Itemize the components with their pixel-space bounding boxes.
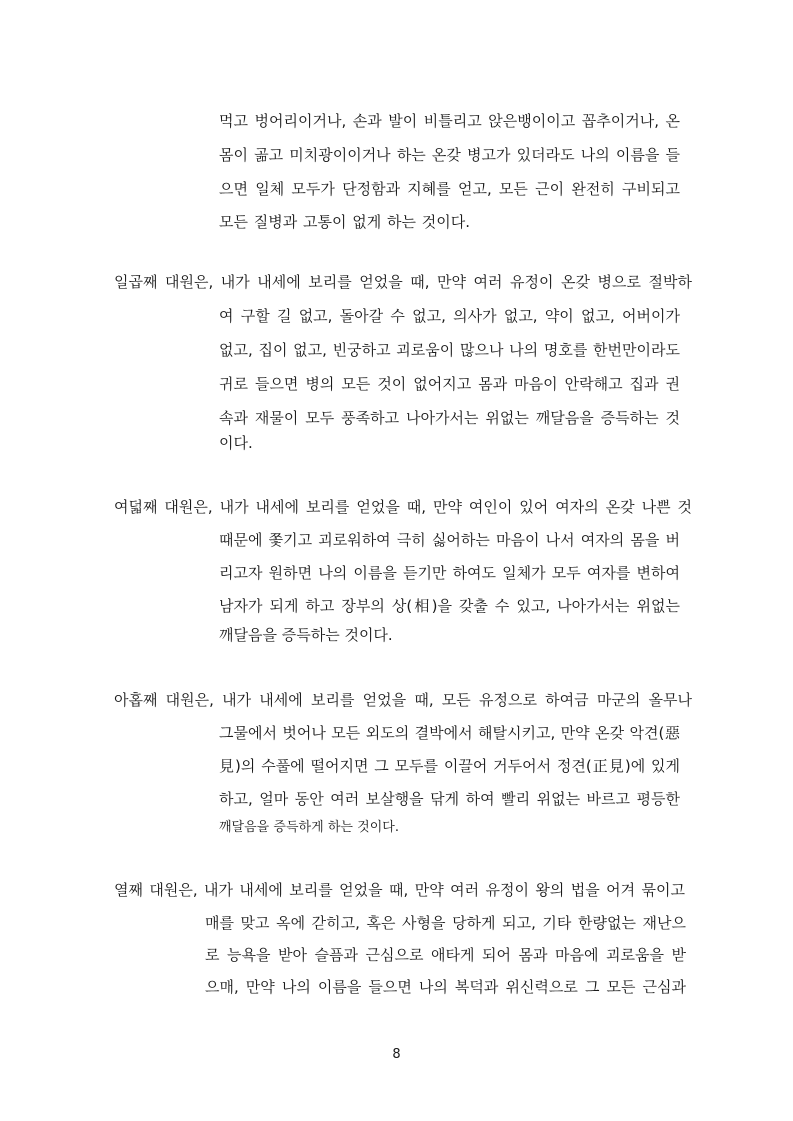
text-line: 속과 재물이 모두 풍족하고 나아가서는 위없는 깨달음을 증득하는 것 [219,409,680,427]
text-line: 여 구할 길 없고, 돌아갈 수 없고, 의사가 없고, 약이 없고, 어버이가 [219,307,680,325]
text-line: 이다. [219,434,253,452]
text-line: 귀로 들으면 병의 모든 것이 없어지고 몸과 마음이 안락해고 집과 권 [219,375,680,393]
text-line: 깨달음을 증득하게 하는 것이다. [219,820,399,835]
text-line: 으면 일체 모두가 단정함과 지혜를 얻고, 모든 근이 완전히 구비되고 [219,180,680,198]
text-line: 열째 대원은, 내가 내세에 보리를 얻었을 때, 만약 여러 유정이 왕의 법을 어겨 묶이고 [114,881,685,899]
text-line: 모든 질병과 고통이 없게 하는 것이다. [219,213,470,231]
text-line: 리고자 원하면 나의 이름을 듣기만 하여도 일체가 모두 여자를 변하여 [219,564,680,582]
text-line: 매를 맞고 옥에 갇히고, 혹은 사형을 당하게 되고, 기타 한량없는 재난으 [205,914,686,932]
text-line: 남자가 되게 하고 장부의 상(相)을 갖출 수 있고, 나아가서는 위없는 [219,597,680,615]
text-line: 그물에서 벗어나 모든 외도의 결박에서 해탈시키고, 만약 온갖 악견(惡 [219,724,680,742]
text-line: 먹고 벙어리이거나, 손과 발이 비틀리고 앉은뱅이이고 꼽추이거나, 온 [219,112,680,130]
text-line: 으매, 만약 나의 이름을 들으면 나의 복덕과 위신력으로 그 모든 근심과 [205,978,686,996]
page-number: 8 [392,1047,401,1062]
text-line: 見)의 수풀에 떨어지면 그 모두를 이끌어 거두어서 정견(正見)에 있게 [219,757,680,775]
text-line: 로 능욕을 받아 슬픔과 근심으로 애타게 되어 몸과 마음에 괴로움을 받 [205,946,686,964]
text-line: 아홉째 대원은, 내가 내세에 보리를 얻었을 때, 모든 유정으로 하여금 마군의 올무나 [114,691,692,709]
text-line: 하고, 얼마 동안 여러 보살행을 닦게 하여 빨리 위없는 바르고 평등한 [219,790,680,808]
text-line: 몸이 곪고 미치광이이거나 하는 온갖 병고가 있더라도 나의 이름을 들 [219,146,680,164]
text-line: 없고, 집이 없고, 빈궁하고 괴로움이 많으나 나의 명호를 한번만이라도 [219,341,680,359]
text-line: 깨달음을 증득하는 것이다. [219,626,393,644]
text-line: 일곱째 대원은, 내가 내세에 보리를 얻었을 때, 만약 여러 유정이 온갖 병으로 절박하 [114,273,692,291]
text-line: 때문에 쫓기고 괴로워하여 극히 싫어하는 마음이 나서 여자의 몸을 버 [219,531,680,549]
text-line: 여덟째 대원은, 내가 내세에 보리를 얻었을 때, 만약 여인이 있어 여자의 온갖 나쁜 것 [114,498,692,516]
